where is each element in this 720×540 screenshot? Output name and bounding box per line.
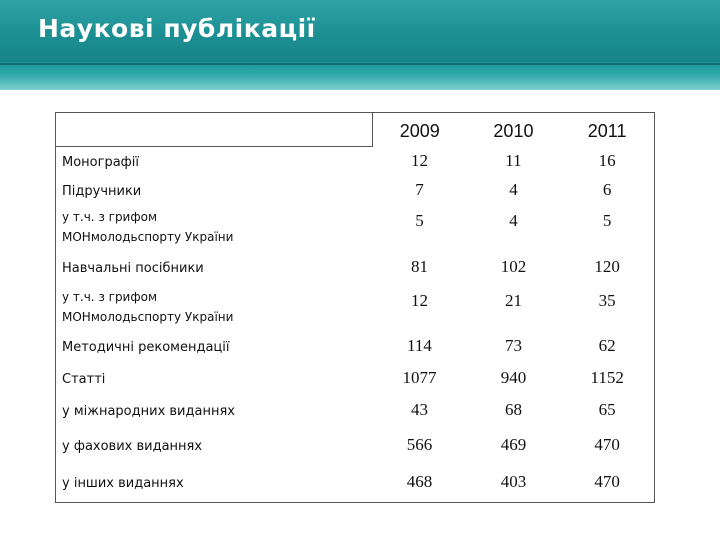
value-cell: 470	[594, 472, 620, 492]
year-header-2010: 2010	[493, 121, 534, 142]
table-row	[56, 285, 655, 329]
value-cell: 35	[598, 290, 616, 310]
table-row	[56, 147, 655, 175]
value-cell: 566	[406, 434, 433, 454]
value-cell: 81	[410, 256, 428, 276]
row-label: Монографії	[62, 154, 140, 170]
value-cell: 65	[598, 399, 616, 419]
value-cell: 114	[407, 335, 432, 355]
row-label-line2: МОНмолодьспорту України	[62, 229, 234, 244]
value-cell: 1152	[590, 367, 624, 387]
value-cell: 12	[410, 150, 428, 170]
table-row	[56, 205, 655, 249]
value-cell: 62	[598, 335, 616, 355]
header-row	[56, 113, 655, 147]
table-row	[56, 249, 655, 285]
row-label: Методичні рекомендації	[62, 339, 230, 355]
value-cell: 21	[504, 290, 522, 310]
value-cell: 940	[500, 367, 527, 387]
value-cell: 5	[602, 210, 612, 230]
row-label-line1: у т.ч. з грифом	[62, 209, 158, 224]
decorative-band	[0, 62, 720, 90]
value-cell: 4	[509, 210, 518, 230]
table-row	[56, 393, 655, 427]
value-cell: 469	[500, 434, 527, 454]
value-cell: 12	[410, 290, 428, 310]
row-label: у фахових виданнях	[62, 438, 203, 454]
row-label: у інших виданнях	[62, 476, 184, 492]
value-cell: 11	[505, 150, 522, 170]
value-cell: 470	[594, 434, 620, 454]
value-cell: 16	[598, 150, 616, 170]
year-header-2009: 2009	[399, 121, 440, 142]
row-label-line2: МОНмолодьспорту України	[62, 309, 234, 324]
value-cell: 68	[504, 399, 522, 419]
table-row	[56, 427, 655, 463]
table-row	[56, 363, 655, 393]
value-cell: 4	[509, 179, 518, 199]
table-row	[56, 463, 655, 503]
row-label: Підручники	[62, 183, 142, 199]
value-cell: 120	[594, 256, 620, 276]
year-header-2011: 2011	[587, 121, 627, 142]
value-cell: 73	[504, 335, 522, 355]
value-cell: 468	[406, 472, 433, 492]
slide-title: Наукові публікації	[38, 14, 316, 43]
value-cell: 6	[602, 179, 612, 199]
row-label	[56, 205, 373, 249]
row-label: у міжнародних виданнях	[62, 403, 235, 419]
header-corner-cell	[56, 113, 373, 147]
value-cell: 403	[500, 472, 527, 492]
publications-table	[55, 112, 655, 503]
row-label: Навчальні посібники	[62, 260, 204, 276]
row-label-line1: у т.ч. з грифом	[62, 289, 158, 304]
table-row	[56, 175, 655, 205]
row-label	[56, 285, 373, 329]
value-cell: 5	[415, 210, 424, 230]
value-cell: 102	[500, 256, 527, 276]
row-label: Статті	[62, 371, 106, 387]
table-row	[56, 329, 655, 363]
value-cell: 1077	[402, 367, 437, 387]
value-cell: 7	[415, 179, 424, 199]
band-divider	[0, 63, 720, 65]
title-bar	[0, 0, 720, 62]
value-cell: 43	[410, 399, 428, 419]
